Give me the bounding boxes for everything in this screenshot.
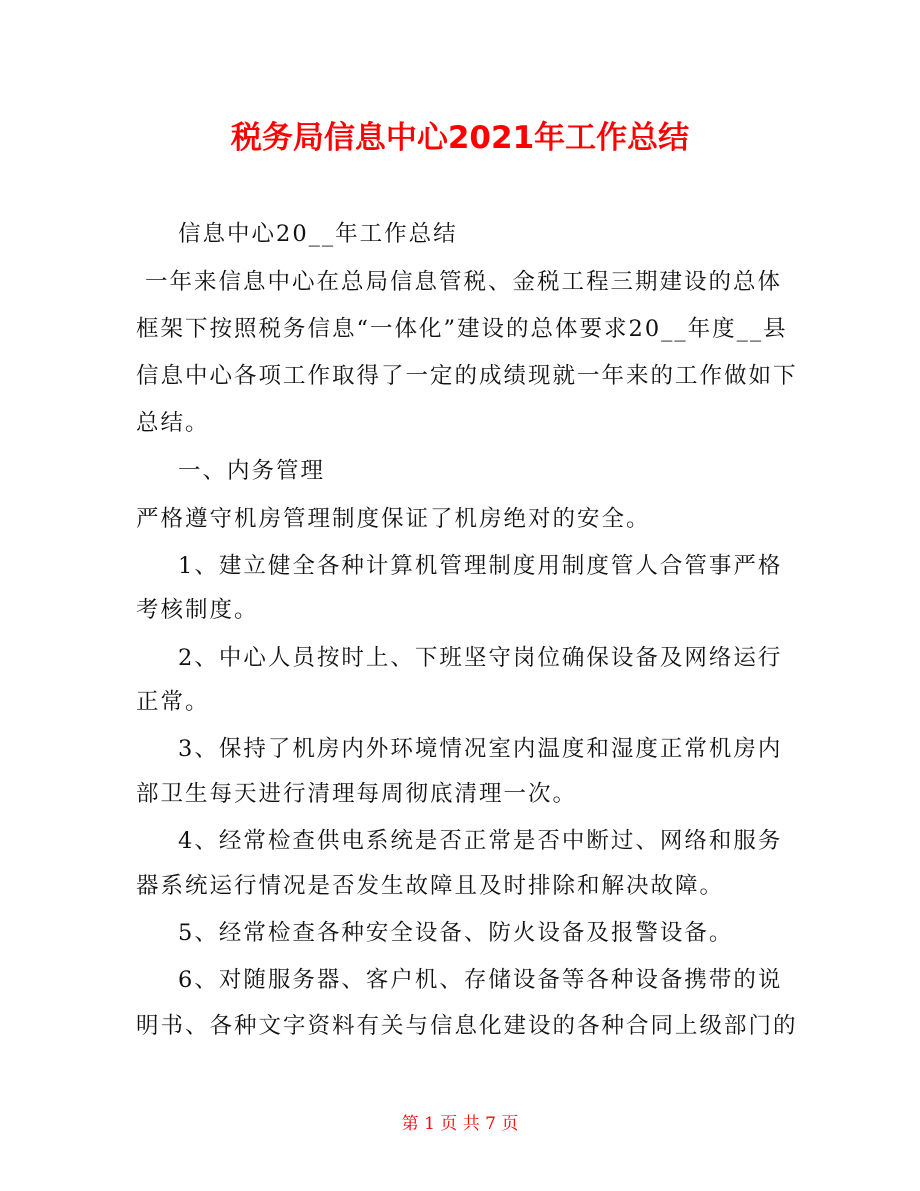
subtitle: 信息中心20__年工作总结 xyxy=(178,221,458,247)
item-line-6: 部卫生每天进行清理每周彻底清理一次。 xyxy=(136,781,578,807)
intro-line-3: 信息中心各项工作取得了一定的成绩现就一年来的工作做如下 xyxy=(136,363,798,389)
page-number: 第 1 页 共 7 页 xyxy=(401,1114,519,1134)
item-line-10: 6、对随服务器、客户机、存储设备等各种设备携带的说 xyxy=(178,967,783,993)
item-line-3: 2、中心人员按时上、下班坚守岗位确保设备及网络运行 xyxy=(178,645,783,671)
intro-line-4: 总结。 xyxy=(136,410,210,436)
item-line-2: 考核制度。 xyxy=(136,597,259,623)
item-line-5: 3、保持了机房内外环境情况室内温度和湿度正常机房内 xyxy=(178,736,783,762)
section-lead: 严格遵守机房管理制度保证了机房绝对的安全。 xyxy=(136,506,651,532)
document-title: 税务局信息中心2021年工作总结 xyxy=(230,120,690,156)
item-line-4: 正常。 xyxy=(136,689,210,715)
section-heading: 一、内务管理 xyxy=(178,458,326,484)
item-line-11: 明书、各种文字资料有关与信息化建设的各种合同上级部门的 xyxy=(136,1013,798,1039)
item-line-9: 5、经常检查各种安全设备、防火设备及报警设备。 xyxy=(178,920,734,946)
item-line-7: 4、经常检查供电系统是否正常是否中断过、网络和服务 xyxy=(178,828,783,854)
intro-line-2: 框架下按照税务信息“一体化”建设的总体要求20__年度__县 xyxy=(136,316,788,342)
item-line-8: 器系统运行情况是否发生故障且及时排除和解决故障。 xyxy=(136,873,725,899)
item-line-1: 1、建立健全各种计算机管理制度用制度管人合管事严格 xyxy=(178,553,783,579)
intro-line-1: 一年来信息中心在总局信息管税、金税工程三期建设的总体 xyxy=(145,269,783,295)
